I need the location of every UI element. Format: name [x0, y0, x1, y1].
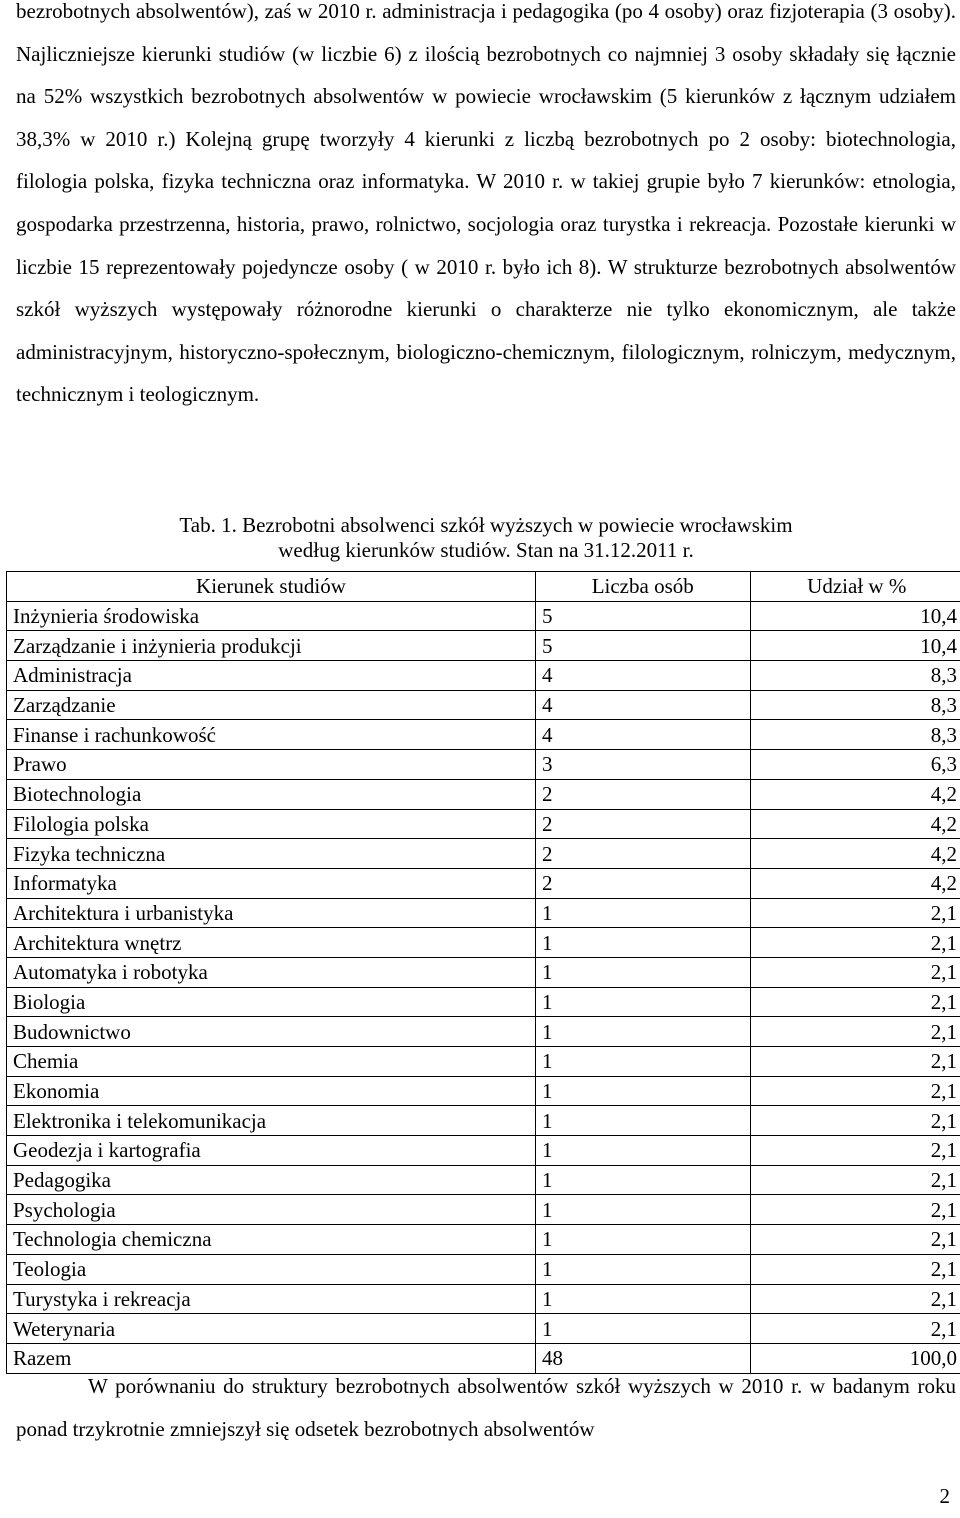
cell-share: 2,1 — [750, 987, 960, 1017]
table-row — [7, 720, 960, 750]
cell-count: 1 — [535, 1314, 750, 1344]
cell-field-of-study: Biotechnologia — [7, 779, 536, 809]
cell-count: 4 — [535, 661, 750, 691]
cell-share: 2,1 — [750, 1076, 960, 1106]
cell-count: 4 — [535, 690, 750, 720]
table-row — [7, 1136, 960, 1166]
cell-field-of-study: Administracja — [7, 661, 536, 691]
header-field-of-study: Kierunek studiów — [7, 572, 536, 602]
table-caption-line-1: Tab. 1. Bezrobotni absolwenci szkół wyższych w powiecie wrocławskim — [179, 513, 793, 537]
cell-count: 2 — [535, 839, 750, 869]
cell-count: 1 — [535, 1195, 750, 1225]
table-row — [7, 898, 960, 928]
cell-count: 1 — [535, 1106, 750, 1136]
cell-share: 4,2 — [750, 779, 960, 809]
table-header-row — [7, 572, 960, 602]
table-row — [7, 1165, 960, 1195]
cell-share: 2,1 — [750, 1195, 960, 1225]
table-row — [7, 1284, 960, 1314]
cell-count: 1 — [535, 987, 750, 1017]
cell-share: 2,1 — [750, 898, 960, 928]
cell-count: 1 — [535, 928, 750, 958]
cell-share: 2,1 — [750, 928, 960, 958]
table-row — [7, 928, 960, 958]
cell-count: 1 — [535, 1225, 750, 1255]
total-count: 48 — [535, 1343, 750, 1373]
table-row — [7, 779, 960, 809]
table-row — [7, 661, 960, 691]
cell-count: 1 — [535, 1165, 750, 1195]
cell-field-of-study: Budownictwo — [7, 1017, 536, 1047]
cell-field-of-study: Weterynaria — [7, 1314, 536, 1344]
cell-share: 2,1 — [750, 1314, 960, 1344]
cell-count: 1 — [535, 1254, 750, 1284]
cell-field-of-study: Pedagogika — [7, 1165, 536, 1195]
cell-count: 5 — [535, 601, 750, 631]
cell-count: 1 — [535, 1136, 750, 1166]
cell-count: 3 — [535, 750, 750, 780]
cell-field-of-study: Teologia — [7, 1254, 536, 1284]
table-row — [7, 1314, 960, 1344]
cell-share: 10,4 — [750, 631, 960, 661]
cell-field-of-study: Ekonomia — [7, 1076, 536, 1106]
cell-field-of-study: Inżynieria środowiska — [7, 601, 536, 631]
cell-count: 1 — [535, 1017, 750, 1047]
cell-share: 8,3 — [750, 661, 960, 691]
cell-count: 5 — [535, 631, 750, 661]
cell-field-of-study: Fizyka techniczna — [7, 839, 536, 869]
cell-share: 4,2 — [750, 809, 960, 839]
table-row — [7, 839, 960, 869]
cell-share: 2,1 — [750, 1284, 960, 1314]
cell-field-of-study: Biologia — [7, 987, 536, 1017]
cell-field-of-study: Chemia — [7, 1047, 536, 1077]
cell-field-of-study: Zarządzanie i inżynieria produkcji — [7, 631, 536, 661]
table-row — [7, 868, 960, 898]
table-caption-line-2: według kierunków studiów. Stan na 31.12.2011 r. — [278, 538, 694, 562]
cell-field-of-study: Automatyka i robotyka — [7, 957, 536, 987]
cell-field-of-study: Architektura i urbanistyka — [7, 898, 536, 928]
unemployed-graduates-table — [6, 571, 960, 1374]
cell-field-of-study: Filologia polska — [7, 809, 536, 839]
body-paragraph-bottom: W porównaniu do struktury bezrobotnych absolwentów szkół wyższych w 2010 r. w badanym roku ponad trzykrotnie zmniejszył się odsetek bezrobotnych absolwentów — [16, 1374, 956, 1441]
cell-share: 2,1 — [750, 1136, 960, 1166]
cell-count: 2 — [535, 779, 750, 809]
cell-share: 2,1 — [750, 1106, 960, 1136]
cell-share: 2,1 — [750, 957, 960, 987]
cell-field-of-study: Geodezja i kartografia — [7, 1136, 536, 1166]
cell-field-of-study: Psychologia — [7, 1195, 536, 1225]
table-row — [7, 1017, 960, 1047]
table-row — [7, 809, 960, 839]
cell-share: 2,1 — [750, 1225, 960, 1255]
table-row — [7, 1076, 960, 1106]
table-row — [7, 1047, 960, 1077]
table-row — [7, 601, 960, 631]
table-row — [7, 1195, 960, 1225]
header-share: Udział w % — [750, 572, 960, 602]
table-row — [7, 750, 960, 780]
cell-share: 2,1 — [750, 1254, 960, 1284]
table-row — [7, 1225, 960, 1255]
cell-share: 8,3 — [750, 690, 960, 720]
cell-count: 2 — [535, 809, 750, 839]
cell-share: 4,2 — [750, 839, 960, 869]
cell-field-of-study: Informatyka — [7, 868, 536, 898]
cell-count: 1 — [535, 1047, 750, 1077]
cell-field-of-study: Zarządzanie — [7, 690, 536, 720]
cell-share: 6,3 — [750, 750, 960, 780]
cell-share: 4,2 — [750, 868, 960, 898]
body-paragraph-top: bezrobotnych absolwentów), zaś w 2010 r. administracja i pedagogika (po 4 osoby) oraz fizjoterapia (3 osoby). Najliczniejsze kierunki studiów (w liczbie 6) z ilością bezrobotnych co najmniej 3 osoby składały się łącznie na 52% wszystkich bezrobotnych absolwentów w powiecie wrocławskim (5 kierunków z łącznym udziałem 38,3% w 2010 r.) Kolejną grupę tworzyły 4 kierunki z liczbą bezrobotnych po 2 osoby: biotechnologia, filologia polska, fizyka techniczna oraz informatyka. W 2010 r. w takiej grupie było 7 kierunków: etnologia, gospodarka przestrzenna, historia, prawo, rolnictwo, socjologia oraz turystka i rekreacja. Pozostałe kierunki w liczbie 15 reprezentowały pojedyncze osoby ( w 2010 r. było ich 8). W strukturze bezrobotnych absolwentów szkół wyższych występowały różnorodne kierunki o charakterze nie tylko ekonomicznym, ale także administracyjnym, historyczno-społecznym, biologiczno-chemicznym, filologicznym, rolniczym, medycznym, technicznym i teologicznym. — [16, 0, 956, 407]
cell-field-of-study: Architektura wnętrz — [7, 928, 536, 958]
table-row — [7, 631, 960, 661]
page-number: 2 — [939, 1484, 950, 1508]
cell-count: 1 — [535, 957, 750, 987]
cell-share: 2,1 — [750, 1017, 960, 1047]
cell-field-of-study: Prawo — [7, 750, 536, 780]
total-share: 100,0 — [750, 1343, 960, 1373]
cell-field-of-study: Finanse i rachunkowość — [7, 720, 536, 750]
total-label: Razem — [7, 1343, 536, 1373]
cell-count: 1 — [535, 1076, 750, 1106]
cell-share: 2,1 — [750, 1047, 960, 1077]
cell-share: 10,4 — [750, 601, 960, 631]
table-row — [7, 690, 960, 720]
cell-count: 1 — [535, 1284, 750, 1314]
cell-share: 2,1 — [750, 1165, 960, 1195]
cell-count: 2 — [535, 868, 750, 898]
cell-field-of-study: Turystyka i rekreacja — [7, 1284, 536, 1314]
table-caption — [16, 513, 956, 563]
table-row — [7, 957, 960, 987]
table-row — [7, 987, 960, 1017]
cell-field-of-study: Technologia chemiczna — [7, 1225, 536, 1255]
table-row — [7, 1106, 960, 1136]
cell-count: 1 — [535, 898, 750, 928]
table-body — [7, 601, 960, 1343]
cell-field-of-study: Elektronika i telekomunikacja — [7, 1106, 536, 1136]
header-count: Liczba osób — [535, 572, 750, 602]
cell-count: 4 — [535, 720, 750, 750]
cell-share: 8,3 — [750, 720, 960, 750]
table-row — [7, 1254, 960, 1284]
